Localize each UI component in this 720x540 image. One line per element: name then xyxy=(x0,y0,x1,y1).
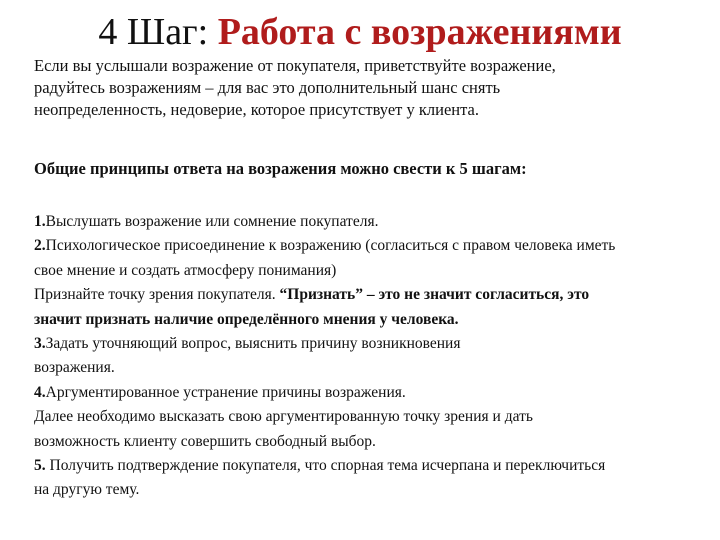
step-4 xyxy=(34,381,716,405)
step-text: Признайте точку зрения покупателя. xyxy=(34,286,280,304)
step-text: Получить подтверждение покупателя, что спорная тема исчерпана и переключиться xyxy=(45,457,606,475)
step-4-detail: возможность клиенту совершить свободный выбор. xyxy=(34,432,376,450)
step-1 xyxy=(34,210,716,234)
intro-line: радуйтесь возражениям – для вас это дополнительный шанс снять xyxy=(34,78,501,97)
step-number: 1. xyxy=(34,213,46,230)
step-number: 2. xyxy=(34,237,46,255)
step-2-emphasis: значит признать наличие определённого мнения у человека. xyxy=(34,310,459,328)
step-text: Задать уточняющий вопрос, выяснить причину возникновения xyxy=(45,335,461,353)
step-emphasis: “Признать” – это не значит согласиться, это xyxy=(279,286,590,304)
step-2 xyxy=(34,234,716,258)
steps-list xyxy=(34,210,716,503)
step-2-continued: свое мнение и создать атмосферу понимания) xyxy=(34,261,337,279)
step-text: Аргументированное устранение причины возражения. xyxy=(45,383,406,401)
step-3 xyxy=(34,332,716,356)
step-number: 5. xyxy=(34,457,46,475)
intro-line: неопределенность, недоверие, которое присутствует у клиента. xyxy=(34,100,479,119)
step-4-detail: Далее необходимо высказать свою аргументированную точку зрения и дать xyxy=(34,408,533,426)
step-5-continued: на другую тему. xyxy=(34,481,140,499)
section-heading: Общие принципы ответа на возражения можно свести к 5 шагам: xyxy=(34,159,527,178)
title-accent: Работа с возражениями xyxy=(217,11,622,53)
title-prefix: 4 Шаг: xyxy=(98,11,218,53)
step-number: 4. xyxy=(34,383,46,401)
step-5 xyxy=(34,454,716,478)
step-2-note xyxy=(34,283,716,307)
step-number: 3. xyxy=(34,335,46,353)
step-text: Выслушать возражение или сомнение покупателя. xyxy=(45,213,379,230)
slide-title xyxy=(0,6,720,58)
step-3-continued: возражения. xyxy=(34,359,115,377)
step-text: Психологическое присоединение к возражению (согласиться с правом человека иметь xyxy=(45,237,616,255)
intro-paragraph xyxy=(34,55,714,121)
intro-line: Если вы услышали возражение от покупателя, приветствуйте возражение, xyxy=(34,56,556,75)
